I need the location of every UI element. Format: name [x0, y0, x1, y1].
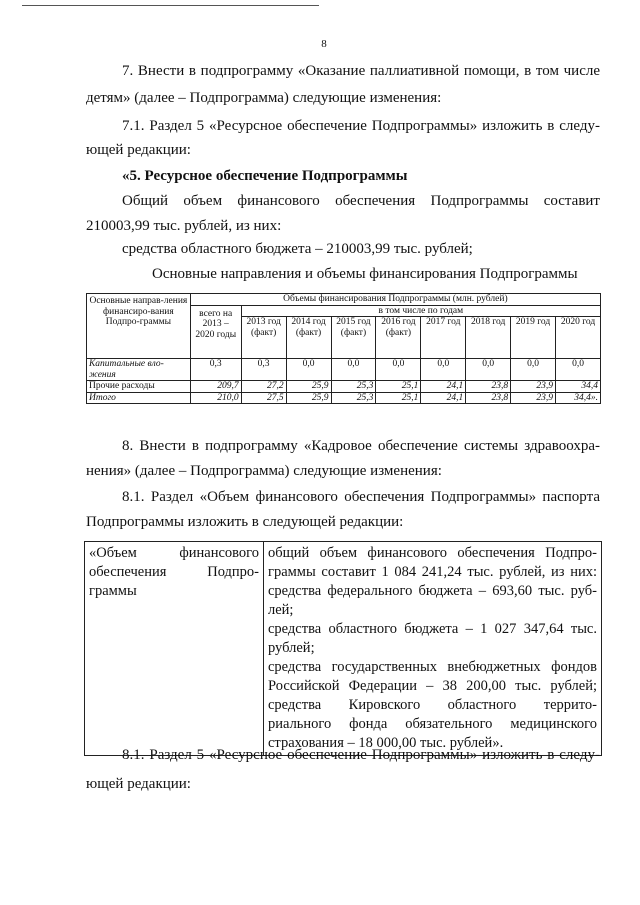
- page-number: 8: [321, 38, 327, 50]
- table-cell: 25,9: [286, 392, 331, 404]
- section8-para2-line1: 8.1. Раздел «Объем финансового обеспечения Подпрограммы» паспорта: [122, 489, 600, 505]
- row-total: 209,7: [190, 381, 241, 393]
- table-cell: 25,3: [331, 381, 376, 393]
- section8-1b-line2: ющей редакции:: [86, 776, 191, 792]
- table-cell: 34,4».: [556, 392, 601, 404]
- volume-label-line: обеспечения Подпро-: [89, 564, 259, 580]
- volume-value-line: средства федерального бюджета – 693,60 тыс. руб-: [268, 583, 597, 599]
- section7-para4: средства областного бюджета – 210003,99 тыс. рублей;: [122, 241, 473, 257]
- table1-title: Основные направления и объемы финансирования Подпрограммы: [152, 266, 578, 282]
- table1-year-2019: 2019 год: [511, 317, 556, 359]
- table-row: [87, 359, 601, 381]
- table-row: [87, 392, 601, 404]
- table1-year-2013: 2013 год (факт): [241, 317, 286, 359]
- table-cell: 23,8: [466, 392, 511, 404]
- section7-para2-line1: 7.1. Раздел 5 «Ресурсное обеспечение Подпрограммы» изложить в следу-: [122, 118, 600, 134]
- section7-para1-line1: 7. Внести в подпрограмму «Оказание паллиативной помощи, в том числе: [122, 63, 600, 79]
- table-cell: 0,0: [511, 359, 556, 381]
- table-row: [87, 381, 601, 393]
- volume-value-line: средства областного бюджета – 1 027 347,64 тыс.: [268, 621, 597, 637]
- table-cell: 0,0: [331, 359, 376, 381]
- table1-year-2018: 2018 год: [466, 317, 511, 359]
- table-cell: 0,0: [286, 359, 331, 381]
- table1-year-2020: 2020 год: [556, 317, 601, 359]
- section8-para2-line2: Подпрограммы изложить в следующей редакции:: [86, 514, 404, 530]
- section8-para1-line2: нения» (далее – Подпрограмма) следующие изменения:: [86, 463, 442, 479]
- section7-para2-line2: ющей редакции:: [86, 142, 191, 158]
- table1-year-2014: 2014 год (факт): [286, 317, 331, 359]
- volume-value-line: Российской Федерации – 38 200,00 тыс. рублей;: [268, 678, 597, 694]
- row-name: Прочие расходы: [87, 381, 191, 393]
- section8-1b-line1: 8.1. Раздел 5 «Ресурсное обеспечение Подпрограммы» изложить в следу-: [122, 747, 600, 763]
- section7-heading: «5. Ресурсное обеспечение Подпрограммы: [122, 168, 408, 184]
- table-cell: 24,1: [421, 381, 466, 393]
- table-cell: 25,1: [376, 392, 421, 404]
- row-total: 0,3: [190, 359, 241, 381]
- table1-year-2016: 2016 год (факт): [376, 317, 421, 359]
- table-cell: 24,1: [421, 392, 466, 404]
- volume-value-line: риального фонда обязательного медицинского: [268, 716, 597, 732]
- table-cell: 23,8: [466, 381, 511, 393]
- volume-label-line: «Объем финансового: [89, 545, 259, 561]
- table1-year-2015: 2015 год (факт): [331, 317, 376, 359]
- table-cell: 34,4: [556, 381, 601, 393]
- volume-label-cell: [85, 542, 264, 756]
- table1-header-by-year: в том числе по годам: [241, 305, 600, 317]
- volume-value-line: рублей;: [268, 640, 315, 656]
- table-cell: 23,9: [511, 392, 556, 404]
- section7-para3-line2: 210003,99 тыс. рублей, из них:: [86, 218, 282, 234]
- volume-value-line: средства государственных внебюджетных фондов: [268, 659, 597, 675]
- table1-header-directions: Основные направ-ления финансиро-вания Подпро-граммы: [87, 294, 191, 359]
- table-cell: 0,0: [466, 359, 511, 381]
- table1-header-total: всего на 2013 – 2020 годы: [190, 305, 241, 359]
- table-cell: 27,5: [241, 392, 286, 404]
- table-cell: 25,1: [376, 381, 421, 393]
- table-cell: 0,0: [376, 359, 421, 381]
- table-cell: 27,2: [241, 381, 286, 393]
- section8-para1-line1: 8. Внести в подпрограмму «Кадровое обеспечение системы здравоохра-: [122, 438, 600, 454]
- table1-header-volume: Объемы финансирования Подпрограммы (млн. рублей): [190, 294, 600, 306]
- table-cell: 0,3: [241, 359, 286, 381]
- financing-volume-table: [84, 541, 602, 756]
- table1-year-2017: 2017 год: [421, 317, 466, 359]
- table-cell: 25,3: [331, 392, 376, 404]
- table-cell: 0,0: [556, 359, 601, 381]
- row-total: 210,0: [190, 392, 241, 404]
- table-cell: 25,9: [286, 381, 331, 393]
- volume-value-line: средства Кировского областного террито-: [268, 697, 597, 713]
- row-name: Итого: [87, 392, 191, 404]
- section7-para3-line1: Общий объем финансового обеспечения Подпрограммы составит: [122, 193, 600, 209]
- volume-value-line: граммы составит 1 084 241,24 тыс. рублей, из них:: [268, 564, 597, 580]
- volume-value-cell: [264, 542, 602, 756]
- row-name: Капитальные вло-жения: [87, 359, 191, 381]
- volume-value-line: общий объем финансового обеспечения Подпро-: [268, 545, 597, 561]
- table-cell: 0,0: [421, 359, 466, 381]
- volume-value-line: страхования – 18 000,00 тыс. рублей».: [268, 735, 504, 751]
- top-rule: [22, 5, 319, 6]
- financing-table: [86, 293, 601, 404]
- table-cell: 23,9: [511, 381, 556, 393]
- volume-value-line: лей;: [268, 602, 294, 618]
- volume-label-line: граммы: [89, 583, 137, 599]
- section7-para1-line2: детям» (далее – Подпрограмма) следующие изменения:: [86, 90, 442, 106]
